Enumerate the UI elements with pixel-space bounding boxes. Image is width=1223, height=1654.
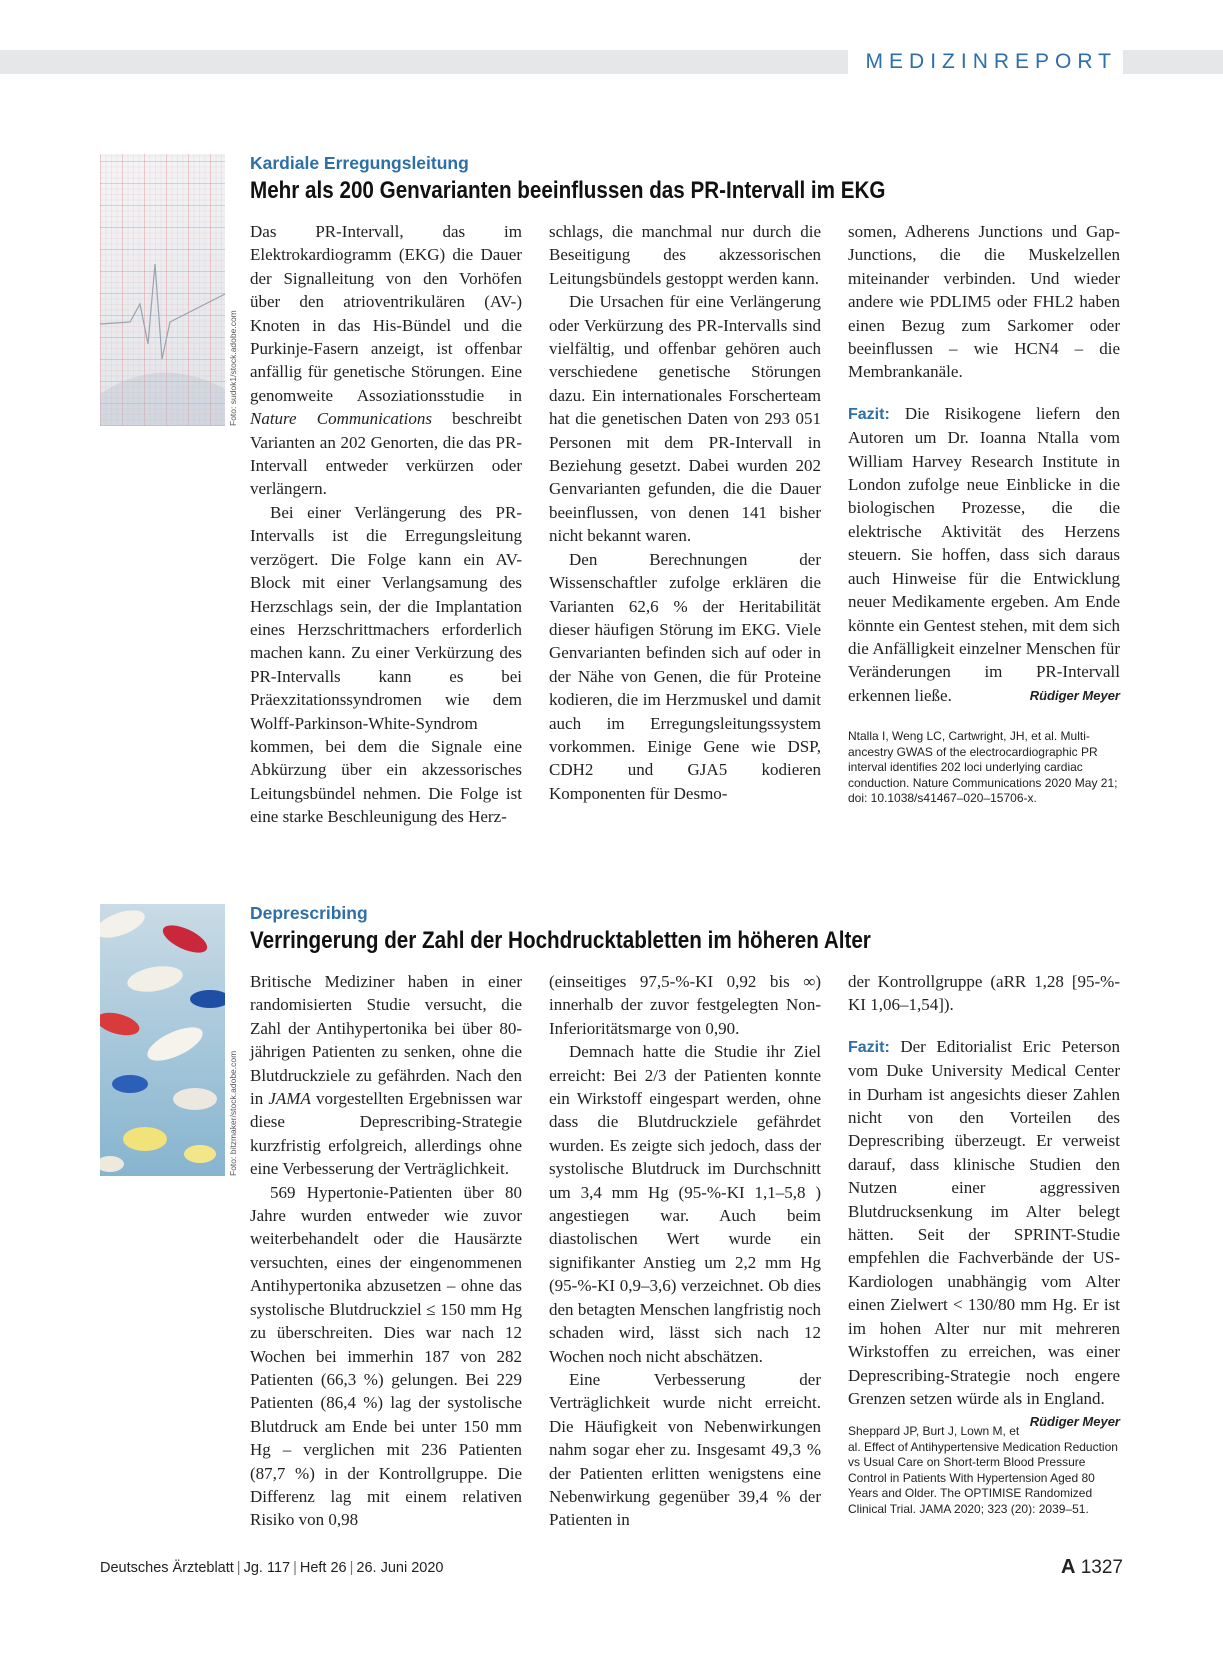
fazit-paragraph: Fazit: Die Risikogene liefern den Autoren um Dr. Ioanna Ntalla vom William Harvey Research Institute in London zufolge neue Einblicke in die biologischen Prozesse, die die elektrische Aktivität des Herzens steuern. Sie hoffen, dass sich daraus auch Hinweise für die Entwicklung neuer Medikamente ergeben. Am Ende könnte ein Gentest stehen, mit dem sich die Anfälligkeit einzelner Menschen für Veränderungen im PR-Intervall erkennen ließe. Rüdiger Meyer [848, 402, 1120, 707]
paragraph: Britische Mediziner haben in einer randomisierten Studie versucht, die Zahl der Antihypertonika bei über 80-jährigen Patienten zu senken, ohne die Blutdruckziele zu gefährden. Nach den in JAMA vorgestellten Ergebnissen war diese Deprescribing-Strategie kurzfristig erfolgreich, allerdings ohne eine Verbesserung der Verträglichkeit. [250, 972, 522, 1179]
paragraph: 569 Hypertonie-Patienten über 80 Jahre wurden entweder wie zuvor weiterbehandelt oder die Hausärzte versuchten, eines der eingenommenen Antihypertonika abzusetzen – ohne das systolische Blutdruckziel ≤ 150 mm Hg zu überschreiten. Dies war nach 12 Wochen bei immerhin 187 von 282 Patienten (66,3 %) gelungen. Bei 229 Patienten (86,4 %) lag der systolische Blutdruck am Ende bei unter 150 mm Hg – verglichen mit 236 Patienten (87,7 %) in der Kontrollgruppe. Die Differenz lag mit einem relativen Risiko von 0,98 [250, 1182, 522, 1530]
article-column-1 [250, 970, 522, 1532]
article-headline: Verringerung der Zahl der Hochdrucktabletten im höheren Alter [250, 927, 871, 954]
volume: Jg. 117 [243, 1560, 291, 1576]
photo-credit: Foto: bitzmaker/stock.adobe.com [228, 1050, 238, 1176]
ekg-photo [100, 154, 225, 426]
paragraph: Demnach hatte die Studie ihr Ziel erreicht: Bei 2/3 der Patienten konnte ein Wirkstoff eingespart werden, ohne dass die Blutdruckziele gefährdet wurden. Es zeigte sich jedoch, dass der systolische Blutdruck im Durchschnitt um 3,4 mm Hg (95-%-KI 1,1–5,8 ) angestiegen war. Auch beim diastolischen Wert wurde ein signifikanter Anstieg um 2,2 mm Hg (95-%-KI 0,9–3,6) verzeichnet. Ob dies den betagten Menschen langfristig noch schaden wird, lässt sich nach 12 Wochen noch nicht abschätzen. [549, 1042, 821, 1366]
article-column-3 [848, 970, 1120, 1517]
pills-photo [100, 904, 225, 1176]
page-number: A 1327 [1060, 1556, 1123, 1578]
paragraph: somen, Adherens Junctions und Gap-Junctions, die die Muskelzellen miteinander verbinden. Und wieder andere wie PDLIM5 oder FHL2 haben einen Bezug zum Sarkomer oder beeinflussen – wie HCN4 – die Membrankanäle. [848, 222, 1120, 382]
issue-date: 26. Juni 2020 [356, 1560, 444, 1576]
paragraph: Die Ursachen für eine Verlängerung oder Verkürzung des PR-Intervalls sind vielfältig, und offenbar gehören auch verschiedene genetische Störungen dazu. Ein internationales Forscherteam hat die genetischen Daten von 293 051 Personen mit dem PR-Intervall in Beziehung gesetzt. Dabei wurden 202 Genvarianten gefunden, die die Dauer beeinflussen, von denen 141 bisher nicht bekannt waren. [549, 292, 821, 546]
author-name: Rüdiger Meyer [1029, 687, 1120, 703]
paragraph: Den Berechnungen der Wissenschaftler zufolge erklären die Varianten 62,6 % der Heritabilität dieser häufigen Störung im EKG. Viele Genvarianten befinden sich auf oder in der Nähe von Genen, die für Proteine kodieren, die im Herzmuskel und damit auch im Erregungsleitungssystem vorkommen. Einige Gene wie DSP, CDH2 und GJA5 kodieren Komponenten für Desmo- [549, 549, 821, 803]
paragraph: Das PR-Intervall, das im Elektrokardiogramm (EKG) die Dauer der Signalleitung von den Vorhöfen über den atrioventrikulären (AV-) Knoten in das His-Bündel und die Purkinje-Fasern anzeigt, ist offenbar anfällig für genetische Störungen. Eine genomweite Assoziationsstudie in Nature Communications beschreibt Varianten an 202 Genorten, die das PR-Intervall entweder verkürzen oder verlängern. [250, 222, 522, 499]
reference: Sheppard JP, Burt J, Lown M, et al. Effect of Antihypertensive Medication Reduction vs Usual Care on Short-term Blood Pressure Control in Patients With Hypertension Aged 80 Years and Older. The OPTIMISE Randomized Clinical Trial. JAMA 2020; 323 (20): 2039–51. [848, 1424, 1118, 1516]
fazit-label: Fazit: [848, 405, 890, 423]
article-column-2 [549, 970, 821, 1532]
pills-graphic [100, 904, 225, 1176]
article-kicker: Kardiale Erregungsleitung [250, 153, 469, 173]
fazit-label: Fazit: [848, 1038, 890, 1056]
article-headline: Mehr als 200 Genvarianten beeinflussen das PR-Intervall im EKG [250, 177, 886, 204]
paragraph: Eine Verbesserung der Verträglichkeit wurde nicht erreicht. Die Häufigkeit von Nebenwirkungen nahm sogar eher zu. Insgesamt 49,3 % der Patienten erlitten wenigstens eine Nebenwirkung gegenüber 39,4 % der Patienten in [549, 1369, 821, 1530]
article-column-1 [250, 220, 522, 829]
paragraph: der Kontrollgruppe (aRR 1,28 [95-%-KI 1,06–1,54]). [848, 972, 1120, 1015]
article-kicker: Deprescribing [250, 903, 368, 923]
photo-credit: Foto: sudok1/stock.adobe.com [228, 310, 238, 426]
article-column-3 [848, 220, 1120, 807]
issue: Heft 26 [299, 1560, 347, 1576]
author-name: Rüdiger Meyer [1029, 1414, 1120, 1430]
fazit-paragraph: Fazit: Der Editorialist Eric Peterson vom Duke University Medical Center in Durham ist angesichts dieser Zahlen nicht von den Vorteilen des Deprescribing überzeugt. Er verweist darauf, dass klinische Studien den Nutzen einer aggressiven Blutdrucksenkung im Alter belegt hätten. Seit der SPRINT-Studie empfehlen die Fachverbände der US-Kardiologen unabhängig vom Alter einen Zielwert < 130/80 mm Hg. Er ist im hohen Alter nur mit mehreren Wirkstoffen zu erreichen, was einer Deprescribing-Strategie noch engere Grenzen setzen würde als in England. Rüdiger Meyer [848, 1035, 1120, 1411]
article-column-2 [549, 220, 821, 805]
paragraph: Bei einer Verlängerung des PR-Intervalls ist die Erregungsleitung verzögert. Die Folge kann ein AV-Block mit einer Verlangsamung des Herzschlags sein, der die Implantation eines Herzschrittmachers erforderlich machen kann. Zu einer Verkürzung des PR-Intervalls kann es bei Präexzitationssyndromen wie dem Wolff-Parkinson-White-Syndrom kommen, bei dem die Signale eine Abkürzung über ein akzessorisches Leitungsbündel nehmen. Die Folge ist eine starke Beschleunigung des Herz- [250, 502, 522, 827]
reference: Ntalla I, Weng LC, Cartwright, JH, et al. Multi-ancestry GWAS of the electrocardiographic PR interval identifies 202 loci underlying cardiac conduction. Nature Communications 2020 May 21; doi: 10.1038/s41467–020–15706-x. [848, 729, 1118, 806]
paragraph: (einseitiges 97,5-%-KI 0,92 bis ∞) innerhalb der zuvor festgelegten Non-Inferioritätsmarge von 0,90. [549, 972, 821, 1038]
journal-name: Deutsches Ärzteblatt [100, 1560, 234, 1576]
section-label: MEDIZINREPORT [848, 48, 1123, 76]
paragraph: schlags, die manchmal nur durch die Beseitigung des akzessorischen Leitungsbündels gestoppt werden kann. [549, 222, 821, 288]
page-footer: Deutsches Ärzteblatt | Jg. 117 | Heft 26 | 26. Juni 2020 A 1327 [100, 1556, 1123, 1578]
ekg-trace-graphic [100, 154, 225, 426]
